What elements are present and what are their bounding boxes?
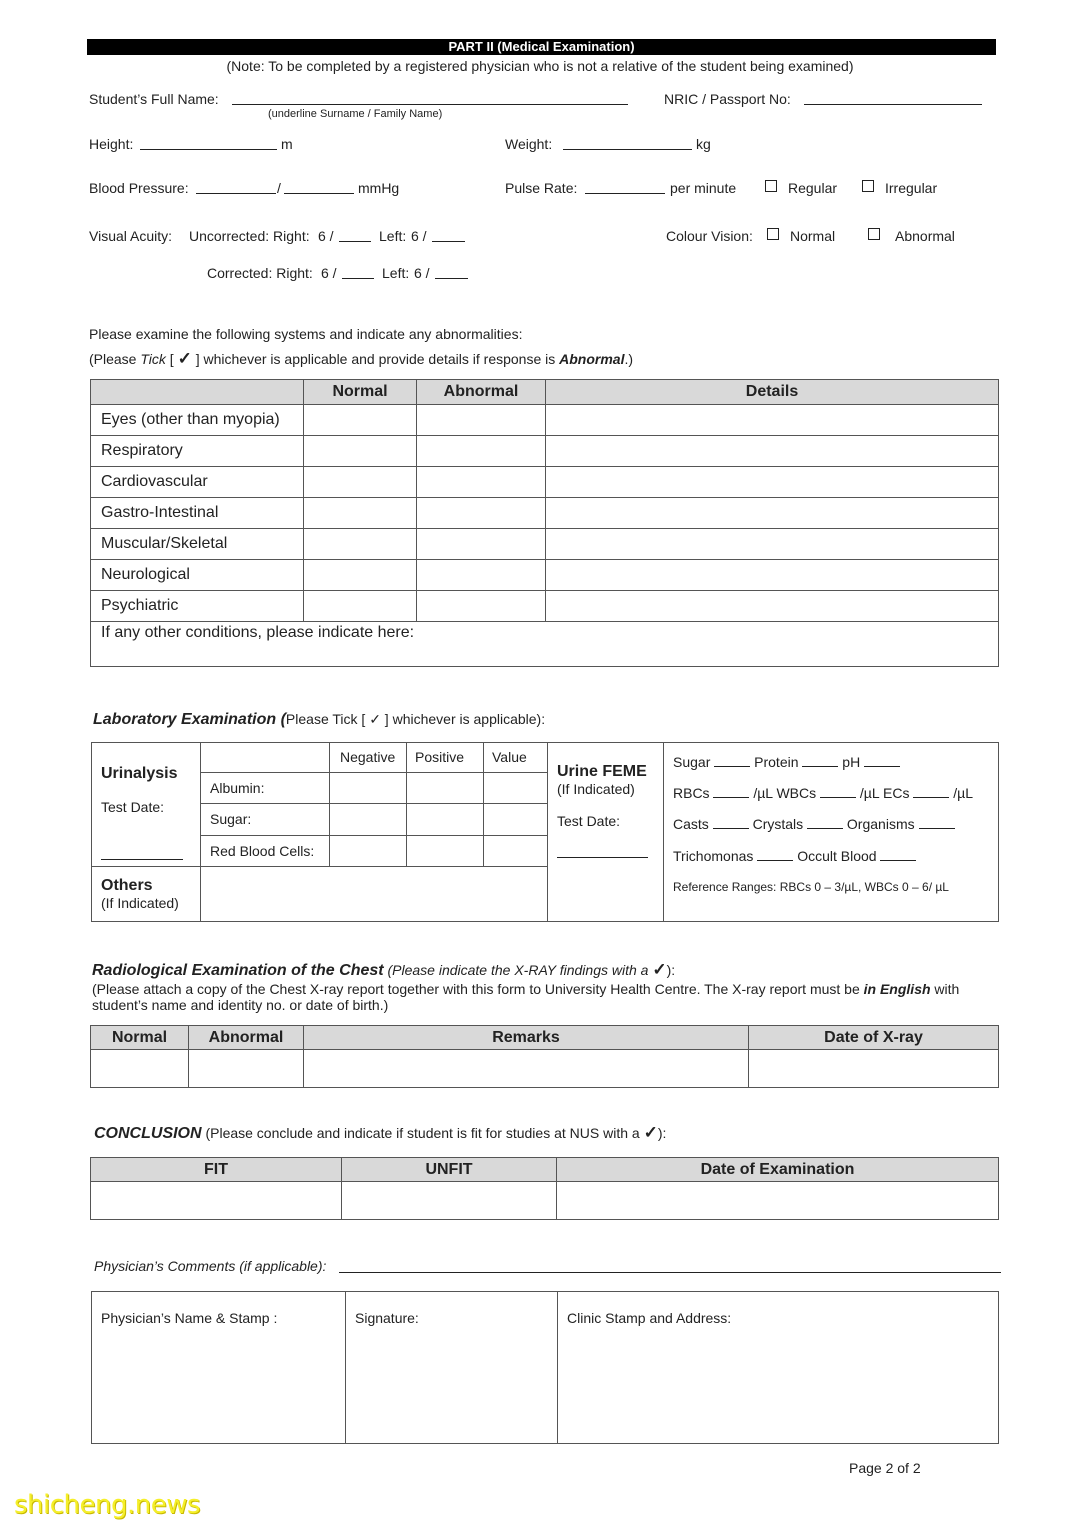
system-cardiovascular-details-cell[interactable] [546, 467, 999, 498]
system-respiratory-label: Respiratory [91, 436, 304, 467]
pulse-unit: per minute [670, 180, 737, 196]
table-row [91, 467, 999, 498]
conclusion-table [90, 1157, 999, 1220]
feme-row-2 [673, 785, 973, 801]
systems-header-normal: Normal [304, 380, 417, 405]
weight-field[interactable] [563, 137, 692, 150]
table-row [91, 1182, 999, 1220]
table-row [91, 560, 999, 591]
uncorrected-right-field[interactable] [339, 229, 371, 242]
feme-protein-label: Protein [754, 754, 799, 770]
radiology-header-abnormal: Abnormal [189, 1026, 304, 1050]
radiology-abnormal-cell[interactable] [189, 1050, 304, 1088]
conclusion-header-row [91, 1158, 999, 1182]
pulse-label: Pulse Rate: [505, 180, 578, 196]
rbc-label: Red Blood Cells: [210, 843, 315, 859]
feme-test-date-label: Test Date: [557, 813, 621, 829]
radiology-instruction-close: ): [666, 962, 676, 978]
lab-box [91, 742, 999, 922]
systems-header-row [91, 380, 999, 405]
systems-table [90, 379, 999, 667]
full-name-field[interactable] [232, 92, 628, 105]
clinic-stamp-field[interactable] [558, 1332, 998, 1442]
pulse-irregular-label: Irregular [885, 180, 938, 196]
feme-ecs-unit: /µL [953, 785, 974, 801]
system-gastro-details-cell[interactable] [546, 498, 999, 529]
table-row [91, 498, 999, 529]
table-row [91, 1050, 999, 1088]
nric-field[interactable] [804, 92, 982, 105]
physician-name-stamp-label: Physician’s Name & Stamp : [101, 1310, 278, 1326]
conclusion-instruction-close: ): [657, 1125, 667, 1141]
radiology-header-normal: Normal [91, 1026, 189, 1050]
height-field[interactable] [140, 137, 277, 150]
feme-wbcs-label: WBCs [776, 785, 817, 801]
feme-rbcs-field[interactable] [713, 785, 749, 798]
system-cardiovascular-normal-cell[interactable] [304, 467, 417, 498]
corrected-left-prefix: 6 / [414, 265, 430, 281]
conclusion-header-fit: FIT [91, 1158, 342, 1182]
feme-wbcs-field[interactable] [820, 785, 856, 798]
bp-label: Blood Pressure: [89, 180, 189, 196]
radiology-note-a: (Please attach a copy of the Chest X-ray report together with this form to University Health Centre. The X-ray report must be [92, 981, 864, 997]
physician-comments-label: Physician’s Comments (if applicable): [94, 1258, 327, 1274]
feme-reference-ranges: Reference Ranges: RBCs 0 – 3/µL, WBCs 0 – 6/ µL [673, 880, 949, 894]
physician-name-stamp-field[interactable] [92, 1332, 345, 1442]
conclusion-fit-cell[interactable] [91, 1182, 342, 1220]
instruction-abnormal-word: Abnormal [559, 351, 625, 367]
col-negative: Negative [340, 749, 396, 765]
feme-row-4 [673, 848, 916, 864]
instruction-part-a: (Please [89, 351, 141, 367]
feme-test-date-field[interactable] [557, 845, 648, 858]
system-psychiatric-abnormal-cell[interactable] [417, 591, 546, 622]
system-neurological-abnormal-cell[interactable] [417, 560, 546, 591]
feme-organisms-field[interactable] [919, 816, 955, 829]
feme-ecs-label: ECs [883, 785, 910, 801]
full-name-label: Student’s Full Name: [89, 91, 219, 107]
system-gastro-abnormal-cell[interactable] [417, 498, 546, 529]
radiology-instruction-a: (Please indicate the X-RAY findings with a [383, 962, 653, 978]
feme-rbcs-label: RBCs [673, 785, 710, 801]
lab-instruction-a: Please Tick [ [285, 711, 370, 727]
feme-casts-label: Casts [673, 816, 709, 832]
albumin-label: Albumin: [210, 780, 265, 796]
lab-instruction-b: ] whichever is applicable): [380, 711, 546, 727]
header-note: (Note: To be completed by a registered physician who is not a relative of the student being examined) [226, 58, 854, 74]
signature-field[interactable] [346, 1332, 557, 1442]
height-label: Height: [89, 136, 134, 152]
pulse-regular-checkbox[interactable] [765, 180, 777, 192]
radiology-header-date: Date of X-ray [749, 1026, 999, 1050]
corrected-right-label: Corrected: Right: [207, 265, 313, 281]
feme-row-1 [673, 754, 900, 770]
radiology-table [90, 1025, 999, 1088]
systems-instruction [89, 349, 633, 369]
feme-row-3 [673, 816, 955, 832]
radiology-remarks-cell[interactable] [304, 1050, 749, 1088]
system-cardiovascular-abnormal-cell[interactable] [417, 467, 546, 498]
radiology-header-remarks: Remarks [304, 1026, 749, 1050]
systems-header-blank [91, 380, 304, 405]
feme-if-indicated: (If Indicated) [557, 781, 635, 797]
feme-sugar-field[interactable] [714, 754, 750, 767]
radiology-note-line-2: student’s name and identity no. or date of birth.) [92, 997, 389, 1013]
conclusion-date-cell[interactable] [557, 1182, 999, 1220]
table-row [91, 436, 999, 467]
uncorrected-right-prefix: 6 / [318, 228, 334, 244]
radiology-heading [92, 960, 675, 980]
physician-signature-box [91, 1291, 999, 1444]
others-label: Others [101, 877, 153, 894]
system-psychiatric-label: Psychiatric [91, 591, 304, 622]
bp-unit: mmHg [358, 180, 400, 196]
uncorrected-left-label: Left: [379, 228, 407, 244]
weight-unit: kg [696, 136, 711, 152]
feme-trichomonas-field[interactable] [757, 848, 793, 861]
systems-header-details: Details [546, 380, 999, 405]
system-cardiovascular-label: Cardiovascular [91, 467, 304, 498]
bp-systolic-field[interactable] [196, 181, 276, 194]
bp-separator: / [277, 180, 281, 196]
conclusion-unfit-cell[interactable] [342, 1182, 557, 1220]
colour-abnormal-label: Abnormal [895, 228, 955, 244]
urinalysis-label: Urinalysis [101, 765, 178, 782]
systems-header-abnormal: Abnormal [417, 380, 546, 405]
physician-comments-field[interactable] [339, 1272, 1001, 1273]
colour-normal-checkbox[interactable] [767, 228, 779, 240]
page-number: Page 2 of 2 [849, 1460, 921, 1476]
sugar-label: Sugar: [210, 811, 252, 827]
system-eyes-normal-cell[interactable] [304, 405, 417, 436]
system-eyes-abnormal-cell[interactable] [417, 405, 546, 436]
bp-diastolic-field[interactable] [284, 181, 354, 194]
weight-label: Weight: [505, 136, 553, 152]
full-name-hint: (underline Surname / Family Name) [268, 108, 443, 120]
radiology-note-line-1 [92, 981, 959, 997]
system-neurological-label: Neurological [91, 560, 304, 591]
systems-intro: Please examine the following systems and indicate any abnormalities: [89, 326, 523, 342]
system-respiratory-details-cell[interactable] [546, 436, 999, 467]
uncorrected-right-label: Uncorrected: Right: [189, 228, 310, 244]
feme-wbcs-unit: /µL [859, 785, 880, 801]
conclusion-instruction: (Please conclude and indicate if student is fit for studies at NUS with a [201, 1125, 644, 1141]
radiology-header-row [91, 1026, 999, 1050]
feme-ph-label: pH [842, 754, 861, 770]
feme-crystals-label: Crystals [752, 816, 804, 832]
radiology-note-bold: in English [863, 981, 931, 997]
system-gastro-label: Gastro-Intestinal [91, 498, 304, 529]
part-title-bar: PART II (Medical Examination) [87, 39, 996, 55]
pulse-regular-label: Regular [788, 180, 838, 196]
radiology-date-cell[interactable] [749, 1050, 999, 1088]
tick-icon: ✓ [643, 1123, 658, 1142]
tick-icon: ✓ [369, 711, 381, 727]
watermark: shicheng.news [14, 1490, 201, 1520]
lab-title: Laboratory Examination ( [93, 711, 286, 728]
uncorrected-left-field[interactable] [432, 229, 465, 242]
tick-icon: ✓ [177, 349, 192, 368]
others-if-indicated: (If Indicated) [101, 895, 179, 911]
radiology-normal-cell[interactable] [91, 1050, 189, 1088]
feme-casts-field[interactable] [713, 816, 749, 829]
conclusion-header-date: Date of Examination [557, 1158, 999, 1182]
table-row [91, 622, 999, 667]
feme-sugar-label: Sugar [673, 754, 711, 770]
instruction-part-c: ] whichever is applicable and provide details if response is [191, 351, 560, 367]
colour-abnormal-checkbox[interactable] [868, 228, 880, 240]
feme-protein-field[interactable] [802, 754, 838, 767]
table-row [91, 405, 999, 436]
urine-feme-label: Urine FEME [557, 763, 647, 780]
system-muscular-label: Muscular/Skeletal [91, 529, 304, 560]
instruction-part-b: [ [165, 351, 178, 367]
radiology-note-b: with [930, 981, 960, 997]
lab-heading [93, 711, 545, 729]
urinalysis-test-date-field[interactable] [101, 847, 183, 860]
feme-organisms-label: Organisms [846, 816, 915, 832]
radiology-title: Radiological Examination of the Chest [92, 962, 384, 979]
corrected-left-field[interactable] [435, 266, 468, 279]
col-positive: Positive [415, 749, 465, 765]
system-neurological-details-cell[interactable] [546, 560, 999, 591]
urinalysis-test-date-label: Test Date: [101, 799, 165, 815]
other-conditions-cell[interactable] [91, 622, 999, 667]
nric-label: NRIC / Passport No: [664, 91, 791, 107]
height-unit: m [281, 136, 293, 152]
uncorrected-left-prefix: 6 / [411, 228, 427, 244]
system-respiratory-abnormal-cell[interactable] [417, 436, 546, 467]
system-eyes-details-cell[interactable] [546, 405, 999, 436]
clinic-stamp-label: Clinic Stamp and Address: [567, 1310, 732, 1326]
feme-ph-field[interactable] [864, 754, 900, 767]
corrected-left-label: Left: [382, 265, 410, 281]
signature-label: Signature: [355, 1310, 419, 1326]
system-muscular-details-cell[interactable] [546, 529, 999, 560]
visual-acuity-label: Visual Acuity: [89, 228, 173, 244]
corrected-right-prefix: 6 / [321, 265, 337, 281]
feme-rbcs-unit: /µL [753, 785, 773, 801]
system-eyes-label: Eyes (other than myopia) [91, 405, 304, 436]
conclusion-title: CONCLUSION [94, 1125, 202, 1142]
system-muscular-normal-cell[interactable] [304, 529, 417, 560]
colour-normal-label: Normal [790, 228, 836, 244]
table-row [91, 591, 999, 622]
system-respiratory-normal-cell[interactable] [304, 436, 417, 467]
corrected-right-field[interactable] [342, 266, 374, 279]
conclusion-heading [94, 1123, 666, 1143]
system-gastro-normal-cell[interactable] [304, 498, 417, 529]
instruction-part-d: .) [624, 351, 634, 367]
system-muscular-abnormal-cell[interactable] [417, 529, 546, 560]
feme-occult-field[interactable] [880, 848, 916, 861]
col-value: Value [492, 749, 527, 765]
feme-occult-label: Occult Blood [797, 848, 877, 864]
conclusion-header-unfit: UNFIT [342, 1158, 557, 1182]
instruction-tick-word: Tick [140, 351, 166, 367]
system-neurological-normal-cell[interactable] [304, 560, 417, 591]
colour-vision-label: Colour Vision: [666, 228, 753, 244]
table-row [91, 529, 999, 560]
system-psychiatric-details-cell[interactable] [546, 591, 999, 622]
feme-ecs-field[interactable] [913, 785, 949, 798]
pulse-irregular-checkbox[interactable] [862, 180, 874, 192]
tick-icon: ✓ [652, 960, 667, 979]
feme-crystals-field[interactable] [807, 816, 843, 829]
feme-trichomonas-label: Trichomonas [673, 848, 754, 864]
pulse-field[interactable] [585, 181, 665, 194]
system-psychiatric-normal-cell[interactable] [304, 591, 417, 622]
other-conditions-label: If any other conditions, please indicate here: [101, 624, 415, 641]
